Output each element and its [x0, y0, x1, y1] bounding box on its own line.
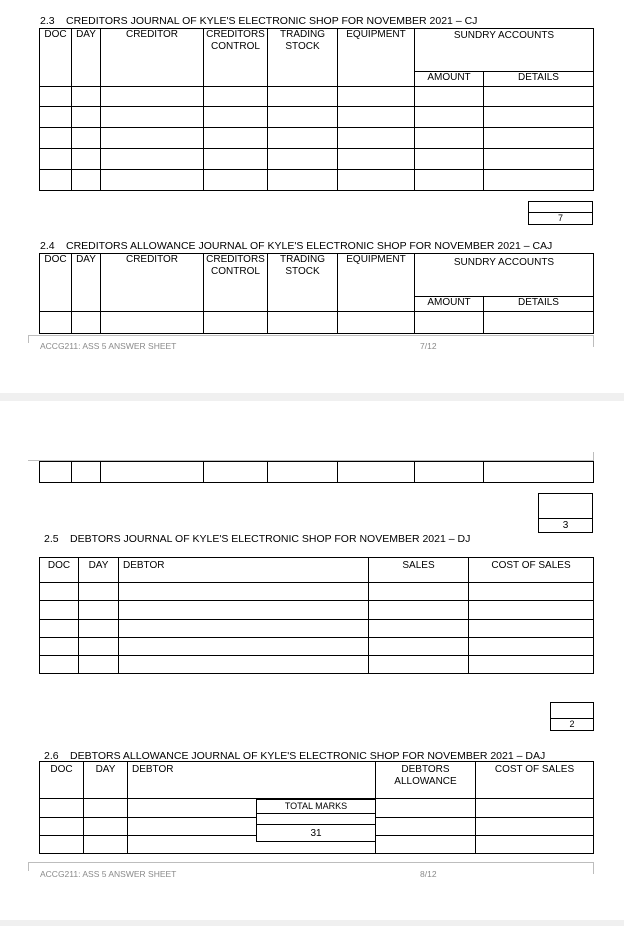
page7-footer-page-number: 7/12: [420, 341, 437, 351]
page8-footer-corner-right: [593, 862, 594, 874]
cell[interactable]: [369, 583, 469, 601]
cell[interactable]: [376, 799, 476, 817]
cell[interactable]: [415, 312, 484, 334]
page7-footer-label: ACCG211: ASS 5 ANSWER SHEET: [40, 341, 177, 351]
cj-section-number: 2.3: [40, 15, 55, 27]
cell[interactable]: [101, 170, 204, 191]
col-sundry-accounts: SUNDRY ACCOUNTS: [415, 254, 594, 297]
cell[interactable]: [415, 462, 484, 483]
cell[interactable]: [204, 128, 268, 149]
dj-section-title: [44, 533, 470, 545]
cell[interactable]: [484, 170, 594, 191]
col-amount: AMOUNT: [415, 297, 484, 312]
cell[interactable]: [72, 107, 101, 128]
col-doc: DOC: [40, 762, 84, 799]
cell[interactable]: [72, 87, 101, 107]
col-creditors-control-line2: CONTROL: [211, 41, 260, 52]
cell[interactable]: [484, 87, 594, 107]
cell[interactable]: [369, 655, 469, 673]
cell[interactable]: [484, 128, 594, 149]
col-doc: DOC: [40, 254, 72, 312]
cell[interactable]: [40, 128, 72, 149]
cell[interactable]: [101, 462, 204, 483]
cell[interactable]: [79, 601, 119, 619]
creditors-journal-table: [39, 28, 594, 191]
debtors-journal-table: [39, 557, 594, 674]
cell[interactable]: [338, 128, 415, 149]
cj-marks-value: 7: [529, 212, 592, 224]
cell[interactable]: [484, 462, 594, 483]
cell[interactable]: [369, 637, 469, 655]
col-sales: SALES: [369, 558, 469, 583]
cell[interactable]: [79, 655, 119, 673]
cell[interactable]: [119, 619, 369, 637]
cell[interactable]: [40, 170, 72, 191]
creditors-allowance-journal-table: [39, 253, 594, 334]
total-marks-value: 31: [310, 828, 322, 839]
cell[interactable]: [268, 462, 338, 483]
cell[interactable]: [338, 149, 415, 170]
col-details: DETAILS: [484, 297, 594, 312]
col-day: DAY: [84, 762, 128, 799]
table-row: [40, 462, 594, 483]
table-row: [40, 312, 594, 334]
col-creditors-control: [204, 29, 268, 87]
page8-footer-rule: [28, 862, 594, 863]
dj-marks-value: 2: [551, 718, 593, 730]
page8-footer-corner-left: [28, 862, 29, 871]
cell[interactable]: [40, 583, 79, 601]
cell[interactable]: [40, 835, 84, 853]
cell[interactable]: [204, 87, 268, 107]
cell[interactable]: [376, 835, 476, 853]
col-creditors-control-line1: CREDITORS: [206, 29, 265, 40]
cell[interactable]: [40, 619, 79, 637]
cell[interactable]: [268, 312, 338, 334]
col-day: DAY: [72, 254, 101, 312]
table-row: [40, 107, 594, 128]
col-trading-stock-line2: STOCK: [285, 41, 320, 52]
col-trading-stock-line1: TRADING: [280, 29, 325, 40]
cell[interactable]: [204, 312, 268, 334]
cell[interactable]: [476, 835, 594, 853]
col-sundry-accounts: SUNDRY ACCOUNTS: [415, 29, 594, 72]
cell[interactable]: [40, 817, 84, 835]
cell[interactable]: [369, 619, 469, 637]
cell[interactable]: [268, 87, 338, 107]
dj-section-number: 2.5: [44, 533, 59, 545]
cj-marks-box: [528, 201, 593, 225]
col-debtor: DEBTOR: [128, 762, 376, 799]
cell[interactable]: [119, 583, 369, 601]
cell[interactable]: [268, 128, 338, 149]
page-separator-bottom: [0, 920, 624, 926]
cell[interactable]: [268, 107, 338, 128]
cell[interactable]: [268, 170, 338, 191]
cell[interactable]: [415, 170, 484, 191]
dj-title-text: DEBTORS JOURNAL OF KYLE'S ELECTRONIC SHOP FOR NOVEMBER 2021 – DJ: [70, 533, 471, 545]
cj-title-text: CREDITORS JOURNAL OF KYLE'S ELECTRONIC SHOP FOR NOVEMBER 2021 – CJ: [66, 15, 478, 27]
cell[interactable]: [415, 107, 484, 128]
col-creditors-control: [204, 254, 268, 312]
col-creditors-control-line2: CONTROL: [211, 266, 260, 277]
table-row: [40, 87, 594, 107]
cell[interactable]: [338, 107, 415, 128]
table-row: [40, 170, 594, 191]
page7-footer-corner-left: [28, 335, 29, 343]
cell[interactable]: [79, 637, 119, 655]
cell[interactable]: [40, 462, 72, 483]
cell[interactable]: [119, 601, 369, 619]
col-trading-stock: [268, 29, 338, 87]
col-details: DETAILS: [484, 72, 594, 87]
col-debtors-allowance-line1: DEBTORS: [401, 764, 450, 775]
cell[interactable]: [84, 817, 128, 835]
cell[interactable]: [119, 655, 369, 673]
col-creditors-control-line1: CREDITORS: [206, 254, 265, 265]
cell[interactable]: [101, 149, 204, 170]
cell[interactable]: [101, 128, 204, 149]
cell[interactable]: [72, 462, 101, 483]
col-debtors-allowance: [376, 762, 476, 799]
col-amount: AMOUNT: [415, 72, 484, 87]
cell[interactable]: [204, 170, 268, 191]
cell[interactable]: [415, 128, 484, 149]
col-cost-of-sales: COST OF SALES: [469, 558, 594, 583]
cell[interactable]: [469, 601, 594, 619]
cell[interactable]: [40, 107, 72, 128]
page7-footer-rule: [28, 335, 594, 336]
col-trading-stock-line2: STOCK: [285, 266, 320, 277]
col-creditor: CREDITOR: [101, 254, 204, 312]
cell[interactable]: [469, 637, 594, 655]
table-row: [40, 583, 594, 601]
cell[interactable]: [338, 170, 415, 191]
table-row: [40, 128, 594, 149]
cell[interactable]: [40, 637, 79, 655]
table-row: [40, 149, 594, 170]
cell[interactable]: [469, 619, 594, 637]
col-doc: DOC: [40, 558, 79, 583]
cell[interactable]: [469, 583, 594, 601]
page-separator: [0, 393, 624, 401]
caj-title-text: CREDITORS ALLOWANCE JOURNAL OF KYLE'S ELECTRONIC SHOP FOR NOVEMBER 2021 – CAJ: [66, 240, 553, 252]
cell[interactable]: [72, 149, 101, 170]
col-day: DAY: [79, 558, 119, 583]
cell[interactable]: [84, 799, 128, 817]
cell[interactable]: [79, 583, 119, 601]
daj-section-number: 2.6: [44, 750, 59, 762]
table-row: [40, 619, 594, 637]
cell[interactable]: [72, 170, 101, 191]
daj-title-text: DEBTORS ALLOWANCE JOURNAL OF KYLE'S ELECTRONIC SHOP FOR NOVEMBER 2021 – DAJ: [70, 750, 546, 762]
caj-section-title: [40, 240, 552, 252]
creditors-allowance-journal-continued: [39, 461, 594, 483]
cell[interactable]: [376, 817, 476, 835]
table-row: [40, 601, 594, 619]
page8-footer-label: ACCG211: ASS 5 ANSWER SHEET: [40, 869, 177, 879]
cell[interactable]: [484, 312, 594, 334]
col-debtor: DEBTOR: [119, 558, 369, 583]
col-equipment: EQUIPMENT: [338, 254, 415, 312]
cell[interactable]: [40, 87, 72, 107]
cell[interactable]: [204, 107, 268, 128]
cell[interactable]: [119, 637, 369, 655]
cell[interactable]: [484, 107, 594, 128]
cell[interactable]: [338, 462, 415, 483]
caj-section-number: 2.4: [40, 240, 55, 252]
total-marks-box: [256, 799, 376, 842]
cj-section-title: [40, 15, 477, 27]
cell[interactable]: [204, 149, 268, 170]
cell[interactable]: [101, 312, 204, 334]
col-day: DAY: [72, 29, 101, 87]
cell[interactable]: [84, 835, 128, 853]
caj-marks-value: 3: [539, 518, 592, 532]
cell[interactable]: [338, 87, 415, 107]
cell[interactable]: [72, 128, 101, 149]
caj-marks-box: [538, 493, 593, 533]
total-marks-label: TOTAL MARKS: [257, 800, 375, 814]
cell[interactable]: [415, 87, 484, 107]
cell[interactable]: [40, 601, 79, 619]
cell[interactable]: [40, 312, 72, 334]
cell[interactable]: [369, 601, 469, 619]
total-marks-spacer: [257, 814, 375, 825]
col-creditor: CREDITOR: [101, 29, 204, 87]
dj-marks-box: [550, 702, 594, 731]
cell[interactable]: [40, 655, 79, 673]
cell[interactable]: [415, 149, 484, 170]
cell[interactable]: [338, 312, 415, 334]
cell[interactable]: [469, 655, 594, 673]
cell[interactable]: [79, 619, 119, 637]
col-trading-stock: [268, 254, 338, 312]
cell[interactable]: [268, 149, 338, 170]
col-equipment: EQUIPMENT: [338, 29, 415, 87]
cell[interactable]: [72, 312, 101, 334]
col-trading-stock-line1: TRADING: [280, 254, 325, 265]
table-row: [40, 655, 594, 673]
page8-footer-page-number: 8/12: [420, 869, 437, 879]
cell[interactable]: [476, 799, 594, 817]
cell[interactable]: [40, 799, 84, 817]
col-doc: DOC: [40, 29, 72, 87]
page7-footer-corner-right: [593, 335, 594, 347]
cell[interactable]: [484, 149, 594, 170]
cell[interactable]: [476, 817, 594, 835]
col-debtors-allowance-line2: ALLOWANCE: [394, 776, 457, 787]
cell[interactable]: [204, 462, 268, 483]
cell[interactable]: [101, 87, 204, 107]
page8-header-corner-right: [593, 452, 594, 461]
cell[interactable]: [40, 149, 72, 170]
table-row: [40, 637, 594, 655]
cell[interactable]: [101, 107, 204, 128]
col-cost-of-sales: COST OF SALES: [476, 762, 594, 799]
